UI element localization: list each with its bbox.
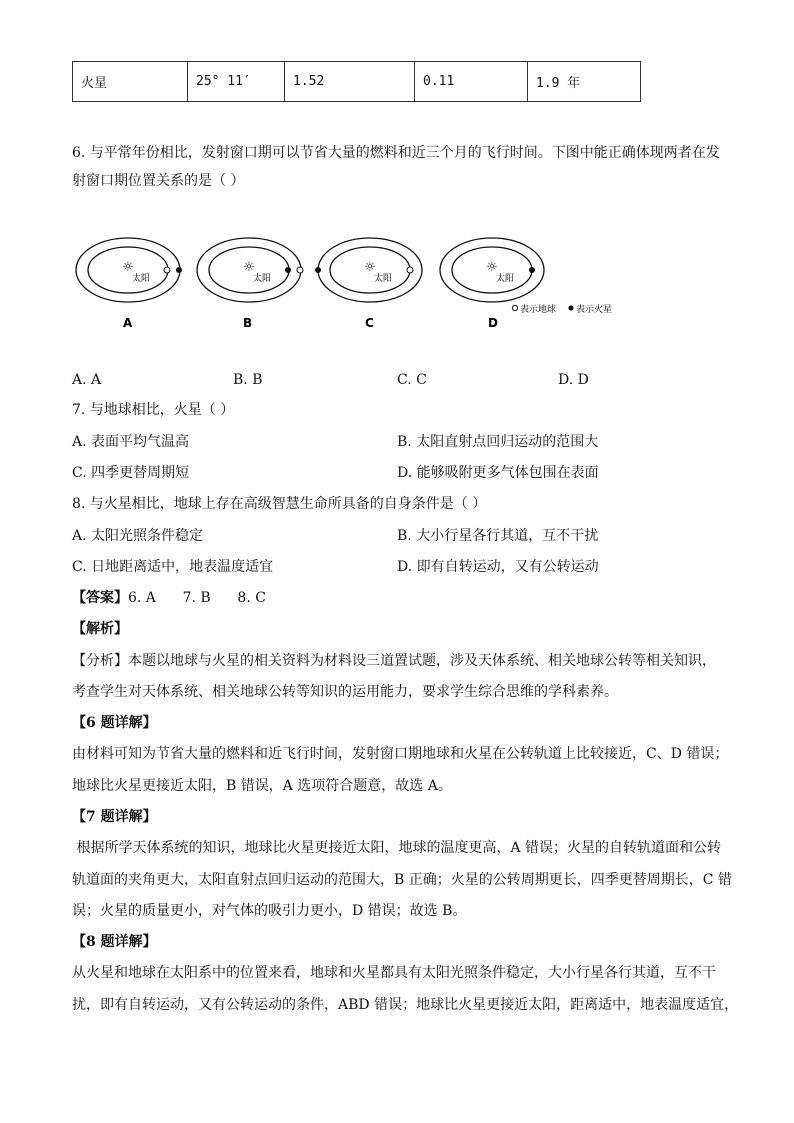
q7-option-a[interactable]: A. 表面平均气温高 [72, 434, 190, 450]
diagram-label-a: A [123, 316, 133, 330]
table-cell: 火星 [73, 62, 188, 102]
sun-label: 太阳 [496, 274, 515, 284]
mars-marker [529, 267, 535, 273]
answer-text: 6. A 7. B 8. C [128, 590, 266, 606]
q6-option-c[interactable]: C. C [397, 372, 427, 388]
detail6-tag: 【6 题详解】 [72, 715, 157, 731]
analysis-tag: 【解析】 [72, 621, 128, 637]
earth-marker [164, 267, 170, 273]
detail8-line1: 从火星和地球在太阳系中的位置来看，地球和火星都具有太阳光照条件稳定，大小行星各行其道，互不干 [72, 965, 716, 981]
q7-option-b[interactable]: B. 太阳直射点回归运动的范围大 [397, 434, 599, 450]
diagram-a [76, 238, 182, 330]
diagram-label-b: B [243, 316, 253, 330]
q8-option-d[interactable]: D. 即有自转运动，又有公转运动 [397, 559, 599, 575]
q6-option-b[interactable]: B. B [233, 372, 263, 388]
detail7-tag: 【7 题详解】 [72, 809, 157, 825]
q6-option-a[interactable]: A. A [72, 372, 102, 388]
planet-table [72, 61, 641, 102]
earth-legend-icon [512, 305, 517, 310]
q7-option-d[interactable]: D. 能够吸附更多气体包围在表面 [397, 465, 599, 481]
earth-marker [297, 267, 303, 273]
q6-option-d[interactable]: D. D [558, 372, 589, 388]
analysis-line2: 考查学生对天体系统、相关地球公转等知识的运用能力，要求学生综合思维的学科素养。 [72, 684, 618, 700]
table-cell: 0.11 [415, 62, 528, 102]
diagram-c [315, 238, 422, 330]
detail8-line2: 扰，即有自转运动，又有公转运动的条件，ABD 错误；地球比火星更接近太阳，距离适中，地表温度适宜， [72, 997, 739, 1013]
diagram-b [197, 238, 303, 330]
detail6-line1: 由材料可知为节省大量的燃料和近飞行时间，发射窗口期地球和火星在公转轨道上比较接近，C、D 错误； [72, 746, 729, 762]
table-cell: 25° 11′ [188, 62, 285, 102]
sun-label: 太阳 [253, 274, 272, 284]
detail6-line2: 地球比火星更接近太阳，B 错误，A 选项符合题意，故选 A。 [72, 778, 452, 794]
detail7-line1: 根据所学天体系统的知识，地球比火星更接近太阳，地球的温度更高，A 错误；火星的自转轨道面和公转 [72, 840, 722, 856]
q8-option-c[interactable]: C. 日地距离适中，地表温度适宜 [72, 559, 274, 575]
q6-stem-line2: 射窗口期位置关系的是（ ） [72, 173, 245, 189]
legend-mars: 表示火星 [576, 305, 613, 315]
q8-stem: 8. 与火星相比，地球上存在高级智慧生命所具备的自身条件是（ ） [72, 496, 487, 512]
sun-icon: ☼ [243, 260, 255, 275]
sun-icon: ☼ [364, 260, 376, 275]
analysis-line1: 【分析】本题以地球与火星的相关资料为材料设三道置试题，涉及天体系统、相关地球公转等相关知识， [72, 653, 716, 669]
sun-label: 太阳 [374, 274, 393, 284]
detail7-line3: 误；火星的质量更小，对气体的吸引力更小，D 错误；故选 B。 [72, 903, 467, 919]
diagram-d [440, 238, 544, 330]
answer-tag: 【答案】 [72, 590, 128, 606]
table-cell: 1.9 年 [528, 62, 641, 102]
diagram-legend [512, 303, 612, 315]
table-cell: 1.52 [285, 62, 415, 102]
q7-option-c[interactable]: C. 四季更替周期短 [72, 465, 190, 481]
mars-marker [176, 267, 182, 273]
diagram-label-c: C [365, 316, 374, 330]
sun-icon: ☼ [122, 260, 134, 275]
earth-marker [407, 267, 413, 273]
q8-option-b[interactable]: B. 大小行星各行其道，互不干扰 [397, 528, 599, 544]
detail8-tag: 【8 题详解】 [72, 934, 157, 950]
mars-marker [315, 267, 321, 273]
sun-icon: ☼ [486, 260, 498, 275]
answer-line [72, 588, 266, 608]
q7-stem: 7. 与地球相比，火星（ ） [72, 402, 235, 418]
mars-legend-icon [568, 305, 573, 310]
sun-label: 太阳 [132, 274, 151, 284]
q6-stem-line1: 6. 与平常年份相比，发射窗口期可以节省大量的燃料和近三个月的飞行时间。下图中能正确体现两者在发 [72, 145, 720, 161]
table-row [73, 62, 641, 102]
diagram-label-d: D [488, 316, 498, 330]
mars-marker [285, 267, 291, 273]
q8-option-a[interactable]: A. 太阳光照条件稳定 [72, 528, 204, 544]
orbit-diagram [68, 228, 628, 333]
detail7-line2: 轨道面的夹角更大，太阳直射点回归运动的范围大，B 正确；火星的公转周期更长，四季更替周期长，C 错 [72, 872, 732, 888]
legend-earth: 表示地球 [520, 305, 557, 315]
